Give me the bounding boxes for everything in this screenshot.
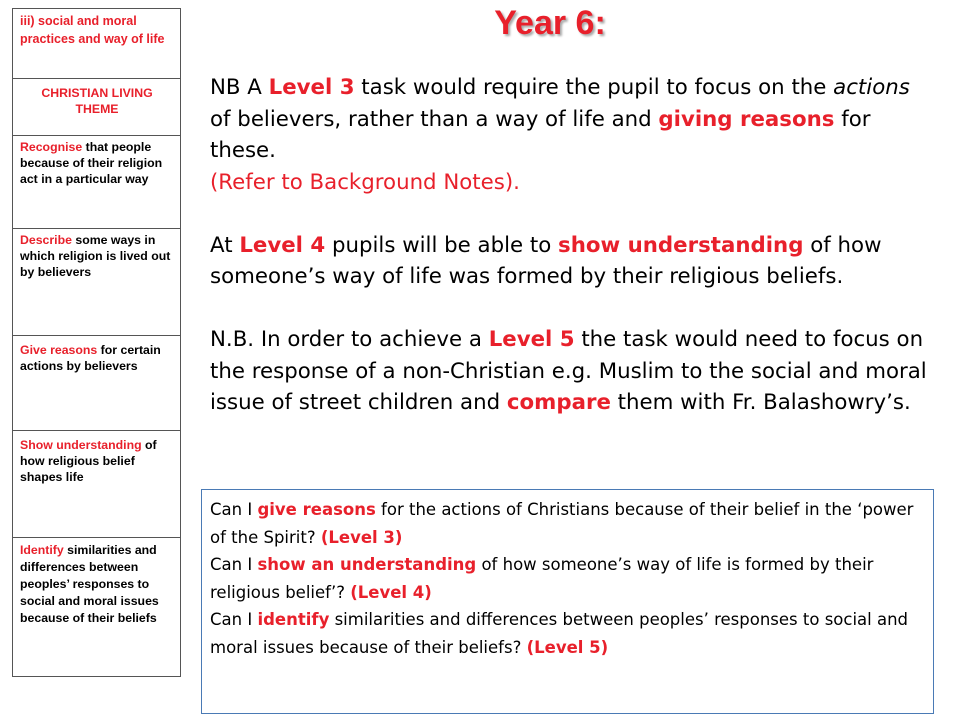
- sidebar-heading: iii) social and moral practices and way of life: [13, 9, 180, 79]
- level-4-label: Level 4: [239, 232, 326, 258]
- sidebar-row-text: of how religious belief shapes life: [20, 438, 157, 484]
- text: similarities and differences between peoples’ responses to social and moral issues because of their beliefs?: [210, 610, 909, 657]
- question-level-4: [210, 551, 925, 606]
- sidebar-row-keyword: Describe: [20, 233, 72, 247]
- note-level-4: [210, 230, 935, 293]
- main-notes: [210, 72, 935, 450]
- sidebar-row-show-understanding: [13, 431, 180, 538]
- text: Can I: [210, 610, 258, 629]
- sidebar-row-text: similarities and differences between peoples’ responses to social and moral issues because of their beliefs: [20, 543, 159, 625]
- sidebar-row-keyword: Identify: [20, 543, 64, 557]
- level-5-label: Level 5: [488, 327, 575, 352]
- keyword-identify: identify: [257, 610, 330, 629]
- text: Can I: [210, 555, 258, 574]
- text: NB A: [210, 75, 269, 100]
- text: task would require the pupil to focus on the: [354, 75, 834, 100]
- sidebar-row-text: that people because of their religion act in a particular way: [20, 140, 163, 186]
- sidebar-row-identify: [13, 538, 180, 676]
- level-5-tag: (Level 5): [526, 637, 609, 657]
- question-level-5: [210, 606, 925, 661]
- level-4-tag: (Level 4): [350, 582, 432, 602]
- text: the task would need to focus on the response of a non-Christian e.g. Muslim to the social and moral issue of street children and: [210, 327, 927, 415]
- note-level-5: [210, 324, 935, 419]
- keyword-compare: compare: [506, 390, 611, 415]
- sidebar-row-keyword: Give reasons: [20, 343, 98, 357]
- text: for the actions of Christians because of their belief in the ‘power of the Spirit?: [210, 500, 914, 547]
- text: them with Fr. Balashowry’s.: [610, 390, 911, 415]
- keyword-give-reasons: give reasons: [257, 500, 376, 519]
- sidebar-theme: CHRISTIAN LIVING THEME: [13, 79, 180, 136]
- note-level-3: [210, 72, 935, 198]
- keyword-show-understanding: show understanding: [558, 232, 804, 258]
- sidebar-row-text: some ways in which religion is lived out by believers: [20, 233, 171, 279]
- text: of how someone’s way of life was formed by their religious beliefs.: [210, 232, 882, 289]
- skills-sidebar: [12, 8, 181, 677]
- refer-note: (Refer to Background Notes).: [210, 169, 520, 195]
- level-3-label: Level 3: [268, 75, 355, 100]
- questions-box: [201, 489, 934, 714]
- question-level-3: [210, 496, 925, 551]
- sidebar-row-keyword: Show understanding: [20, 438, 142, 452]
- page-title: Year 6:: [494, 4, 606, 42]
- text: pupils will be able to: [325, 232, 559, 258]
- text: Can I: [210, 500, 258, 519]
- sidebar-row-describe: [13, 229, 180, 336]
- emphasis-actions: actions: [833, 75, 910, 100]
- text: At: [210, 232, 240, 258]
- text: of how someone’s way of life is formed by their religious belief’?: [210, 555, 874, 602]
- sidebar-row-text: for certain actions by believers: [20, 343, 161, 373]
- sidebar-row-keyword: Recognise: [20, 140, 83, 154]
- text: of believers, rather than a way of life and: [210, 106, 659, 132]
- keyword-show-an-understanding: show an understanding: [257, 555, 477, 574]
- sidebar-row-give-reasons: [13, 336, 180, 431]
- text: N.B. In order to achieve a: [210, 327, 489, 352]
- keyword-giving-reasons: giving reasons: [658, 106, 835, 132]
- text: for these.: [210, 106, 871, 163]
- sidebar-row-recognise: [13, 136, 180, 229]
- level-3-tag: (Level 3): [320, 527, 403, 547]
